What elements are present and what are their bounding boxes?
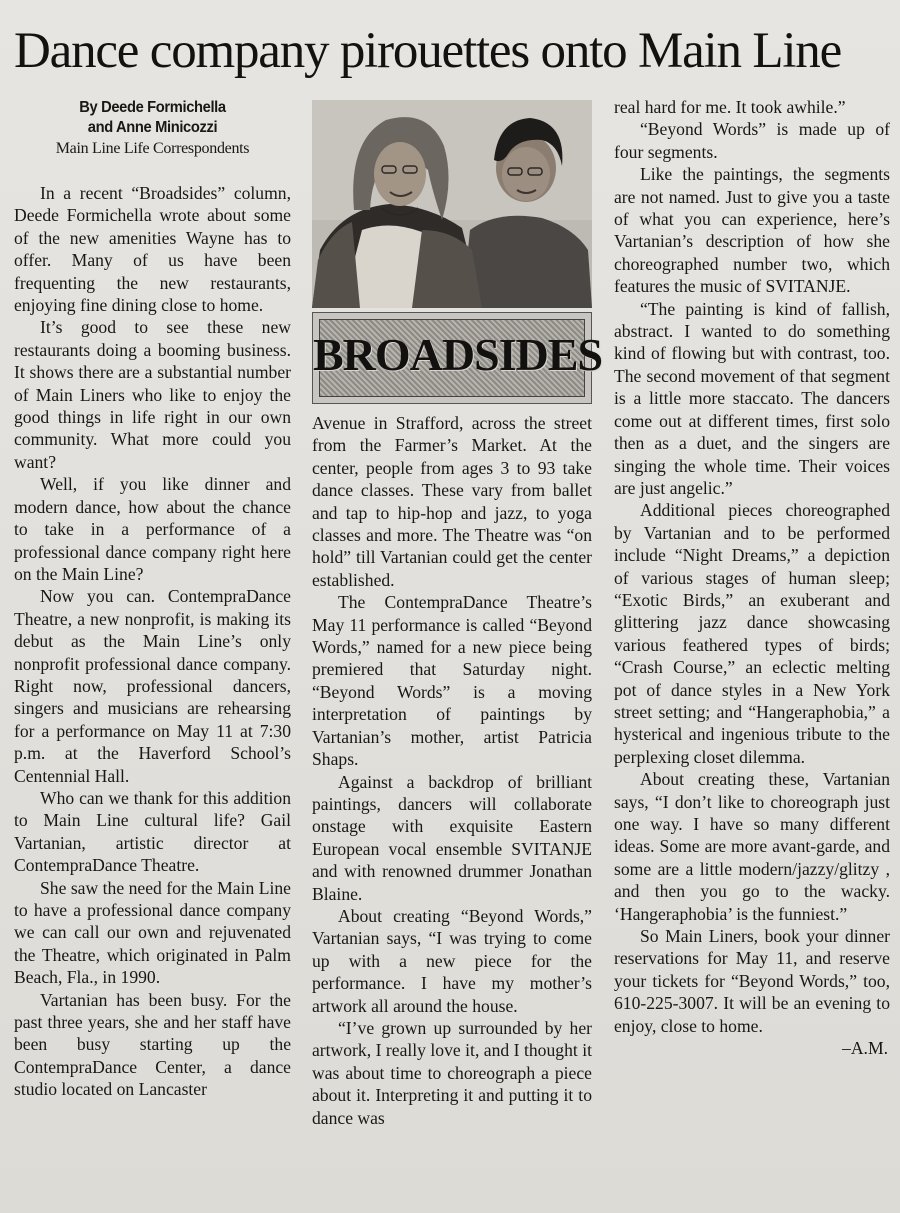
paragraph: About creating “Beyond Words,” Vartanian says, “I was trying to come up with a new piece for the performance. I have my mother’s artwork all around the house. (312, 905, 592, 1016)
paragraph: In a recent “Broadsides” column, Deede Formichella wrote about some of the new amenities Wayne has to offer. Many of us have been frequenting the new restaurants, enjoying fine dining close to home. (14, 183, 291, 316)
paragraph: Against a backdrop of brilliant paintings, dancers will collaborate onstage with exquisite Eastern European vocal ensemble SVITANJE and with renowned drummer Jonathan Blaine. (312, 771, 592, 904)
paragraph: About creating these, Vartanian says, “I don’t like to choreograph just one way. I have so many different ideas. Some are more avant-garde, and some are a little modern/jazzy/glitzy , and then you go to the wacky. ‘Hangeraphobia’ is the funniest.” (614, 769, 890, 924)
paragraph: Now you can. ContempraDance Theatre, a new nonprofit, is making its debut as the Main Line’s only nonprofit professional dance company. Right now, professional dancers, singers and musicians are rehearsing for a performance on May 11 at 7:30 p.m. at the Haverford School’s Centennial Hall. (14, 586, 291, 786)
paragraph: Like the paintings, the segments are not named. Just to give you a taste of what you can experience, here’s Vartanian’s description of how she choreographed number two, which features the music of SVITANJE. (614, 164, 890, 297)
column-1 (14, 98, 291, 1101)
paragraph: Additional pieces choreographed by Vartanian and to be performed include “Night Dreams,” a depiction of various stages of human sleep; “Exotic Birds,” an exuberant and glittering jazz dance showcasing various feathered types of birds; “Crash Course,” an eclectic melting pot of dance styles in a New York street setting; and “Hangeraphobia,” a hysterical and ingenious tribute to the perplexing closet dilemma. (614, 500, 890, 767)
byline-author-1: By Deede Formichella (79, 99, 226, 116)
paragraph: “Beyond Words” is made up of four segments. (614, 119, 890, 162)
paragraph: She saw the need for the Main Line to have a professional dance company we can call our own and rejuvenated the Theatre, which originated in Palm Beach, Fla., in 1990. (14, 877, 291, 988)
paragraph: So Main Liners, book your dinner reservations for May 11, and reserve your tickets for “Beyond Words,” too, 610-225-3007. It will be an evening to enjoy, close to home. (614, 926, 890, 1036)
paragraph: It’s good to see these new restaurants doing a booming business. It shows there are a substantial number of Main Liners who like to enjoy the good things in life right in our own community. What more could you want? (14, 317, 291, 472)
byline-author-2: and Anne Minicozzi (87, 119, 218, 136)
logo-text: BROADSIDES (313, 329, 603, 380)
column-2 (312, 412, 592, 1129)
column-3 (614, 96, 890, 1059)
paragraph: real hard for me. It took awhile.” (614, 97, 846, 117)
paragraph: “I’ve grown up surrounded by her artwork, I really love it, and I thought it was about time to choreograph a piece about it. Interpreting it and putting it to dance was (312, 1017, 592, 1128)
broadsides-logo (312, 312, 603, 404)
byline-role: Main Line Life Correspondents (55, 140, 250, 157)
headline: Dance company pirouettes onto Main Line (14, 23, 842, 79)
paragraph: The ContempraDance Theatre’s May 11 performance is called “Beyond Words,” named for a new piece being premiered that Saturday night. “Beyond Words” is a moving interpretation of paintings by Vartanian’s mother, artist Patricia Shaps. (312, 592, 592, 770)
signature: –A.M. (842, 1038, 888, 1059)
paragraph: Vartanian has been busy. For the past three years, she and her staff have been busy starting up the ContempraDance Center, a dance studio located on Lancaster (14, 989, 291, 1100)
paragraph: Avenue in Strafford, across the street from the Farmer’s Market. At the center, people from ages 3 to 93 take dance classes. These vary from ballet and tap to hip-hop and jazz, to yoga classes and more. The Theatre was “on hold” till Vartanian could get the center established. (312, 413, 592, 590)
photo-illustration (312, 100, 592, 308)
author-photo (312, 100, 592, 308)
paragraph: Well, if you like dinner and modern dance, how about the chance to take in a performance of a professional dance company right here on the Main Line? (14, 474, 291, 584)
paragraph: “The painting is kind of fallish, abstract. I wanted to do something kind of flowing but with contrast, too. The second movement of that segment is a little more staccato. The dancers come out at different times, first solo then as a duet, and the singers are singing the whole time. Their voices are just angelic.” (614, 298, 890, 498)
paragraph: Who can we thank for this addition to Main Line cultural life? Gail Vartanian, artistic director at ContempraDance Theatre. (14, 787, 291, 876)
